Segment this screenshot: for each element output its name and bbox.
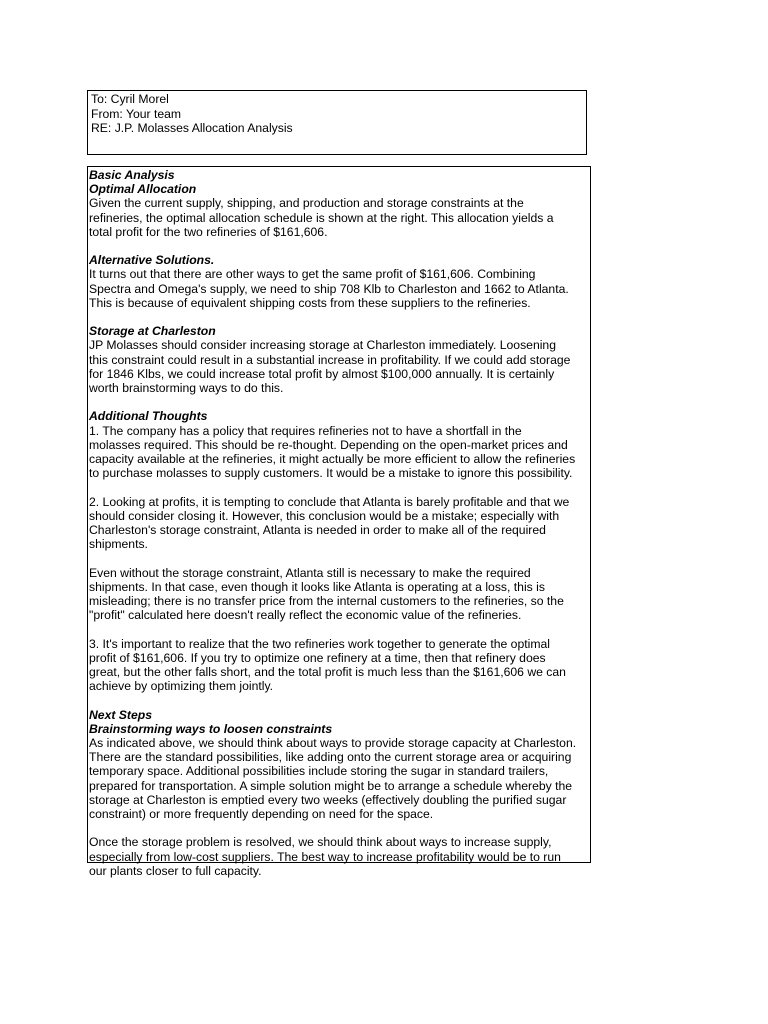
text-line: to purchase molasses to supply customers. It would be a mistake to ignore this possibility.	[89, 466, 573, 481]
text-line: storage at Charleston is emptied every two weeks (effectively doubling the purified sugar	[89, 792, 567, 807]
paragraph-increase-supply	[89, 835, 590, 878]
text-line: Given the current supply, shipping, and production and storage constraints at the	[89, 196, 524, 211]
text-line: profit of $161,606. If you try to optimize one refinery at a time, then that refinery does	[89, 650, 546, 665]
text-line: this constraint could result in a substantial increase in profitability. If we could add storage	[89, 352, 571, 367]
section-alternative-solutions	[89, 253, 590, 310]
text-line: As indicated above, we should think about ways to provide storage capacity at Charleston.	[89, 736, 577, 751]
section-next-steps	[89, 708, 590, 878]
paragraph-thought-3	[89, 637, 590, 694]
paragraph-storage-charleston	[89, 338, 590, 395]
text-line: shipments.	[89, 537, 148, 552]
text-line: constraint) or more frequently depending on need for the space.	[89, 807, 434, 822]
text-line: capacity available at the refineries, it might actually be more efficient to allow the refineries	[89, 452, 576, 467]
heading-alternative-solutions: Alternative Solutions.	[89, 253, 215, 268]
heading-brainstorming: Brainstorming ways to loosen constraints	[89, 721, 333, 736]
text-line: This is because of equivalent shipping costs from these suppliers to the refineries.	[89, 295, 531, 310]
text-line: There are the standard possibilities, like adding onto the current storage area or acquiring	[89, 750, 572, 765]
memo-subject: RE: J.P. Molasses Allocation Analysis	[91, 121, 293, 136]
text-line: Spectra and Omega's supply, we need to ship 708 Klb to Charleston and 1662 to Atlanta.	[89, 281, 569, 296]
heading-basic-analysis: Basic Analysis	[89, 168, 175, 182]
text-line: Even without the storage constraint, Atlanta still is necessary to make the required	[89, 565, 531, 580]
text-line: shipments. In that case, even though it looks like Atlanta is operating at a loss, this is	[89, 579, 545, 594]
paragraph-thought-1	[89, 424, 590, 481]
text-line: It turns out that there are other ways to get the same profit of $161,606. Combining	[89, 267, 536, 282]
text-line: achieve by optimizing them jointly.	[89, 679, 274, 694]
text-line: 3. It's important to realize that the two refineries work together to generate the optimal	[89, 636, 550, 651]
heading-storage-charleston: Storage at Charleston	[89, 324, 216, 339]
paragraph-storage-capacity	[89, 736, 590, 821]
text-line: 2. Looking at profits, it is tempting to conclude that Atlanta is barely profitable and that we	[89, 494, 570, 509]
memo-from: From: Your team	[91, 106, 182, 121]
text-line: great, but the other falls short, and the total profit is much less than the $161,606 we can	[89, 665, 566, 680]
section-storage-charleston	[89, 324, 590, 395]
paragraph-alternative-solutions	[89, 267, 590, 310]
text-line: misleading; there is no transfer price from the internal customers to the refineries, so the	[89, 594, 564, 609]
text-line: worth brainstorming ways to do this.	[89, 381, 284, 396]
section-basic-analysis	[89, 168, 590, 239]
heading-next-steps: Next Steps	[89, 707, 152, 722]
paragraph-thought-2	[89, 495, 590, 552]
text-line: "profit" calculated here doesn't really reflect the economic value of the refineries.	[89, 608, 522, 623]
text-line: total profit for the two refineries of $161,606.	[89, 224, 328, 239]
memo-to: To: Cyril Morel	[91, 92, 169, 106]
paragraph-optimal-allocation	[89, 196, 590, 239]
text-line: for 1846 Klbs, we could increase total profit by almost $100,000 annually. It is certainly	[89, 366, 555, 381]
paragraph-thought-2b	[89, 566, 590, 623]
memo-header	[87, 90, 587, 155]
section-additional-thoughts	[89, 409, 590, 693]
text-line: our plants closer to full capacity.	[89, 863, 262, 878]
text-line: JP Molasses should consider increasing storage at Charleston immediately. Loosening	[89, 338, 556, 353]
text-line: 1. The company has a policy that requires refineries not to have a shortfall in the	[89, 423, 522, 438]
text-line: Once the storage problem is resolved, we should think about ways to increase supply,	[89, 835, 552, 850]
heading-optimal-allocation: Optimal Allocation	[89, 182, 197, 197]
text-line: especially from low-cost suppliers. The best way to increase profitability would be to run	[89, 849, 561, 864]
memo-body	[87, 166, 591, 878]
text-line: prepared for transportation. A simple solution might be to arrange a schedule whereby the	[89, 778, 573, 793]
heading-additional-thoughts: Additional Thoughts	[89, 409, 208, 424]
text-line: molasses required. This should be re-thought. Depending on the open-market prices and	[89, 437, 568, 452]
text-line: temporary space. Additional possibilities include storing the sugar in standard trailers,	[89, 764, 549, 779]
text-line: should consider closing it. However, this conclusion would be a mistake; especially with	[89, 508, 560, 523]
text-line: refineries, the optimal allocation schedule is shown at the right. This allocation yields a	[89, 210, 554, 225]
text-line: Charleston's storage constraint, Atlanta is needed in order to make all of the required	[89, 523, 546, 538]
